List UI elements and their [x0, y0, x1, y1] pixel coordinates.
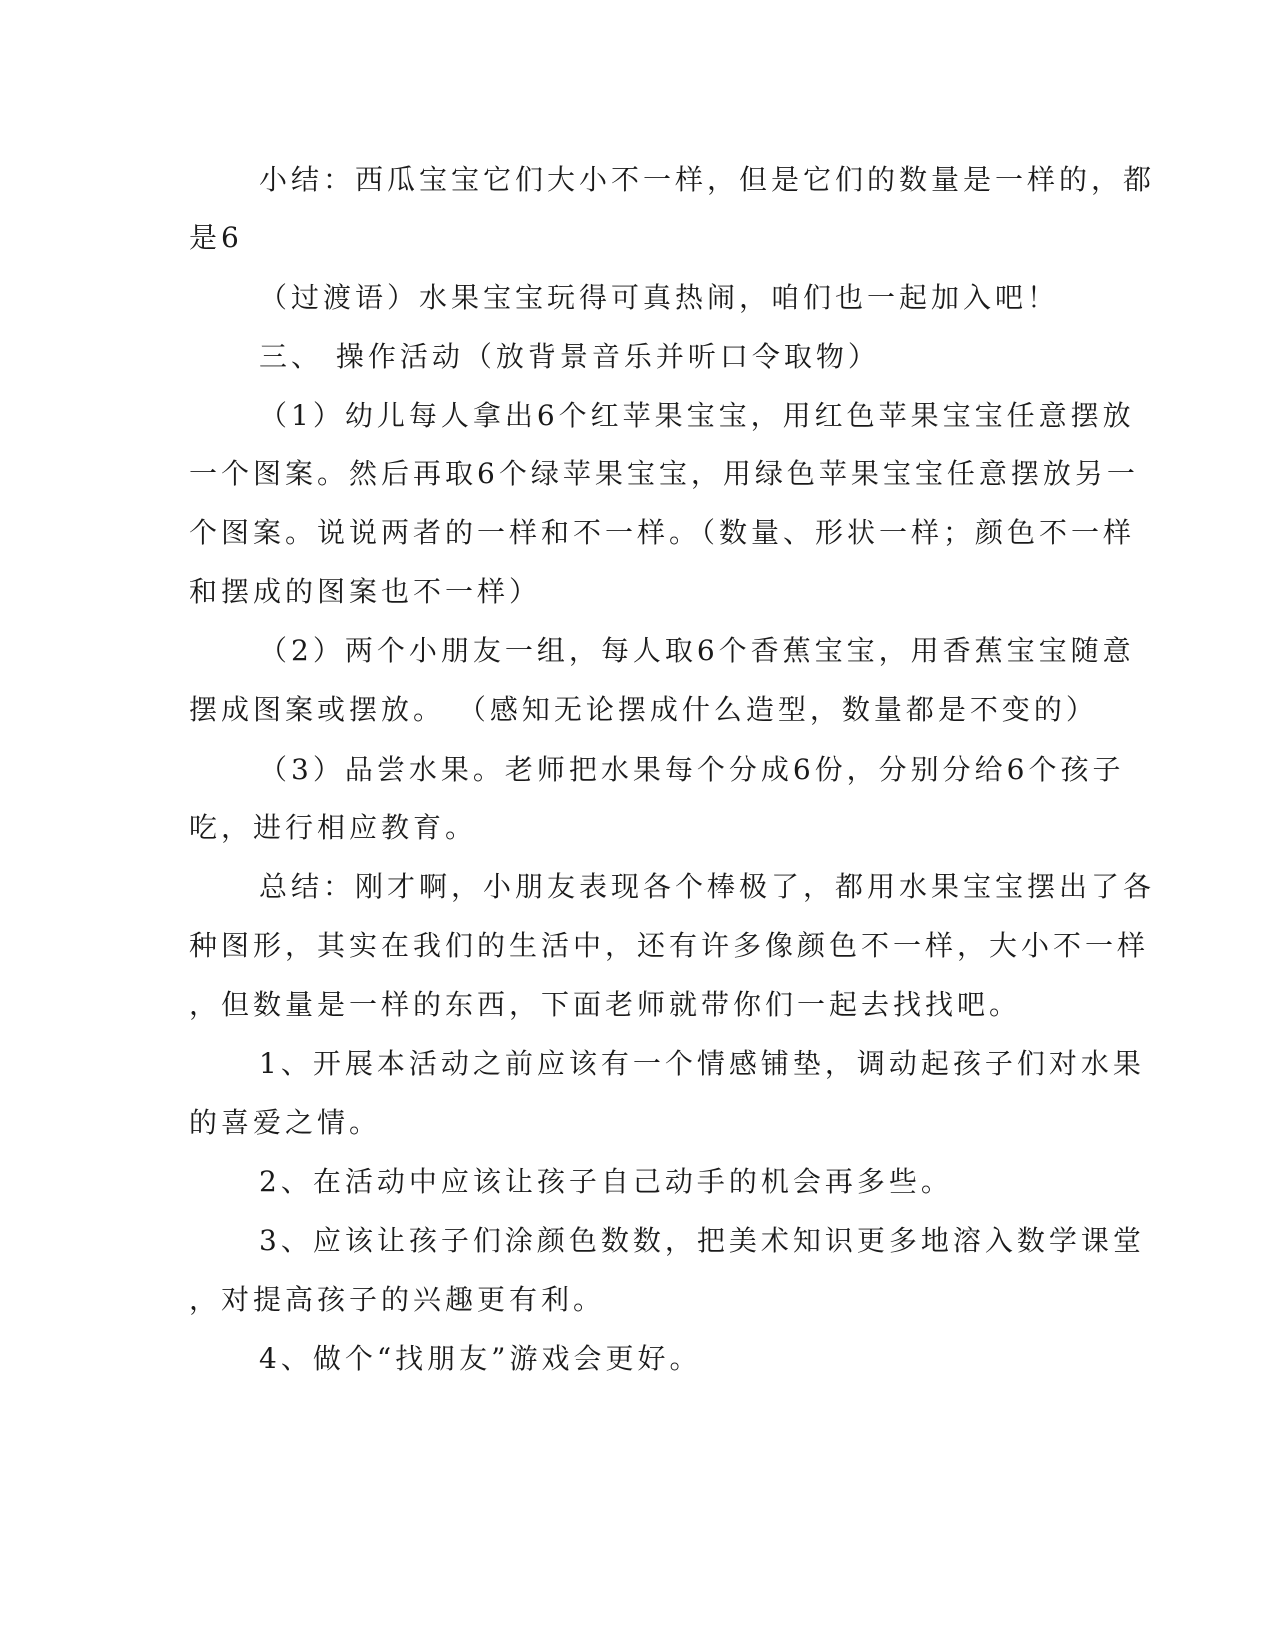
text-line: （2）两个小朋友一组，每人取6个香蕉宝宝，用香蕉宝宝随意 [259, 634, 1135, 667]
text-line: 摆成图案或摆放。 （感知无论摆成什么造型，数量都是不变的） [189, 693, 1098, 726]
text-line: （3）品尝水果。老师把水果每个分成6份，分别分给6个孩子 [259, 753, 1125, 786]
text-line: （1）幼儿每人拿出6个红苹果宝宝，用红色苹果宝宝任意摆放 [259, 399, 1135, 432]
text-line: ，但数量是一样的东西，下面老师就带你们一起去找找吧。 [189, 988, 1022, 1021]
text-line: 1、开展本活动之前应该有一个情感铺垫，调动起孩子们对水果 [259, 1047, 1145, 1080]
text-line: 个图案。说说两者的一样和不一样。（数量、形状一样；颜色不一样 [189, 516, 1136, 549]
text-line: 3、应该让孩子们涂颜色数数，把美术知识更多地溶入数学课堂 [259, 1224, 1145, 1257]
text-line: 三、 操作活动（放背景音乐并听口令取物） [259, 340, 880, 373]
text-line: 小结：西瓜宝宝它们大小不一样，但是它们的数量是一样的，都 [259, 163, 1156, 196]
text-line: ，对提高孩子的兴趣更有利。 [189, 1283, 606, 1316]
text-line: 一个图案。然后再取6个绿苹果宝宝，用绿色苹果宝宝任意摆放另一 [189, 457, 1139, 490]
text-line: （过渡语）水果宝宝玩得可真热闹，咱们也一起加入吧！ [259, 281, 1060, 314]
text-line: 和摆成的图案也不一样） [189, 575, 542, 608]
text-line: 种图形，其实在我们的生活中，还有许多像颜色不一样，大小不一样 [189, 929, 1150, 962]
text-line: 总结：刚才啊，小朋友表现各个棒极了，都用水果宝宝摆出了各 [259, 870, 1156, 903]
text-line: 2、在活动中应该让孩子自己动手的机会再多些。 [259, 1165, 953, 1198]
text-line: 4、做个“找朋友”游戏会更好。 [259, 1342, 702, 1375]
text-line: 是6 [189, 221, 243, 254]
text-line: 的喜爱之情。 [189, 1106, 382, 1139]
text-line: 吃，进行相应教育。 [189, 811, 478, 844]
